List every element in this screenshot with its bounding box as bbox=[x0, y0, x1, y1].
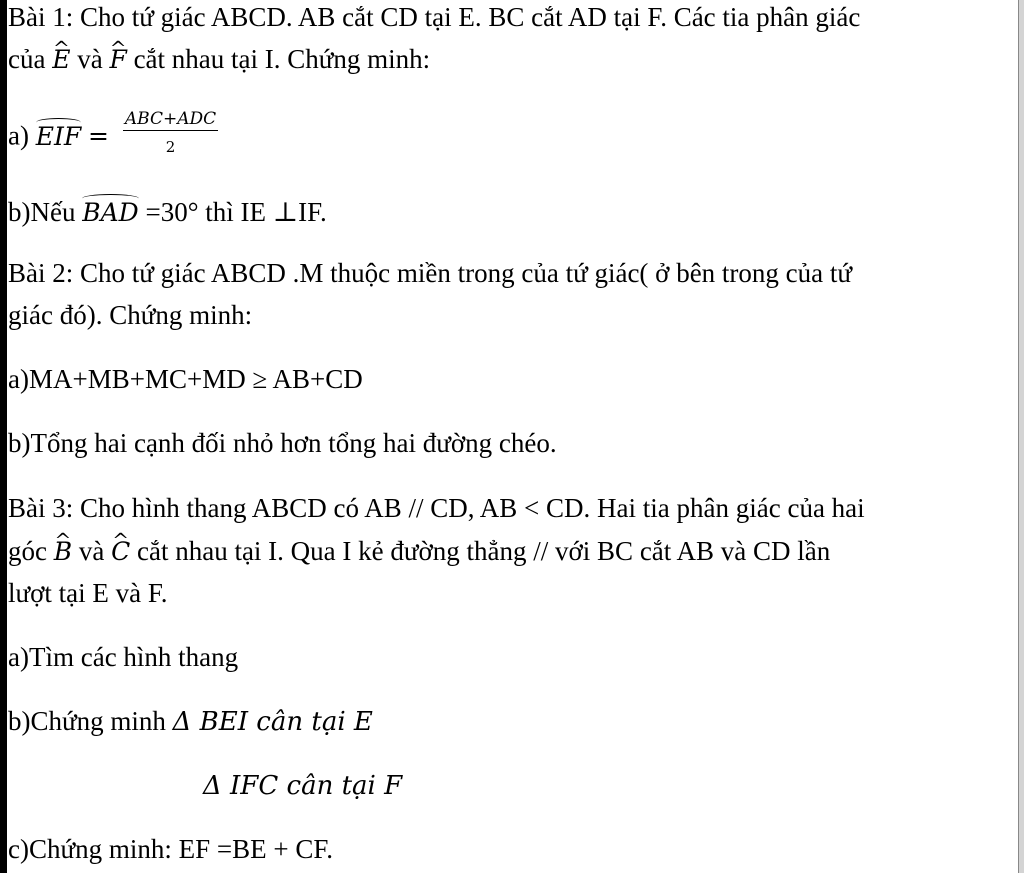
bai3-part-b bbox=[8, 704, 373, 739]
text: =30° thì IE ⊥IF. bbox=[145, 197, 327, 227]
angle-b: ^ B bbox=[54, 535, 72, 569]
bai2-part-b: b)Tổng hai cạnh đối nhỏ hơn tổng hai đường chéo. bbox=[8, 428, 557, 458]
left-border bbox=[0, 0, 7, 873]
bai3-line2 bbox=[8, 534, 830, 569]
bai2-line2: giác đó). Chứng minh: bbox=[8, 300, 253, 330]
text: góc bbox=[8, 536, 54, 566]
triangle-bei: Δ BEI cân tại E bbox=[172, 707, 373, 737]
text: của bbox=[8, 44, 53, 74]
fraction bbox=[123, 108, 218, 157]
text: cắt nhau tại I. Chứng minh: bbox=[133, 44, 431, 74]
triangle-ifc: Δ IFC cân tại F bbox=[203, 771, 403, 801]
bai3-line1: Bài 3: Cho hình thang ABCD có AB // CD, AB < CD. Hai tia phân giác của hai bbox=[8, 493, 865, 523]
bai2-part-a: a)MA+MB+MC+MD ≥ AB+CD bbox=[8, 364, 363, 394]
bai3-line3: lượt tại E và F. bbox=[8, 578, 168, 608]
bai1-line2 bbox=[8, 42, 430, 77]
document-page bbox=[8, 0, 1016, 873]
bai2-line1: Bài 2: Cho tứ giác ABCD .M thuộc miền trong của tứ giác( ở bên trong của tứ bbox=[8, 258, 853, 288]
bai1-part-a bbox=[8, 109, 224, 163]
angle-e: ^ E bbox=[52, 43, 70, 77]
angle-c: ^ C bbox=[111, 535, 130, 569]
text: cắt nhau tại I. Qua I kẻ đường thẳng // với BC cắt AB và CD lần bbox=[136, 536, 831, 566]
bai3-part-b-line2 bbox=[203, 768, 402, 803]
label: b)Chứng minh bbox=[8, 706, 173, 736]
fraction-numerator: ABC+ADC bbox=[124, 109, 217, 129]
bai3-part-a: a)Tìm các hình thang bbox=[8, 642, 239, 672]
bai1-part-b bbox=[8, 195, 327, 230]
fraction-denominator: 2 bbox=[165, 138, 176, 156]
label: a) bbox=[8, 120, 36, 151]
label: b)Nếu bbox=[8, 197, 83, 227]
angle-bad: BAD bbox=[82, 196, 138, 230]
angle-f: ^ F bbox=[109, 43, 126, 77]
angle-eif: EIF bbox=[36, 120, 81, 154]
right-scrollbar[interactable] bbox=[1018, 0, 1024, 873]
bai1-line1: Bài 1: Cho tứ giác ABCD. AB cắt CD tại E. BC cắt AD tại F. Các tia phân giác bbox=[8, 2, 861, 32]
equals: = bbox=[87, 121, 117, 151]
text: và bbox=[78, 536, 112, 566]
bai3-part-c: c)Chứng minh: EF =BE + CF. bbox=[8, 834, 333, 864]
text: và bbox=[77, 44, 110, 74]
